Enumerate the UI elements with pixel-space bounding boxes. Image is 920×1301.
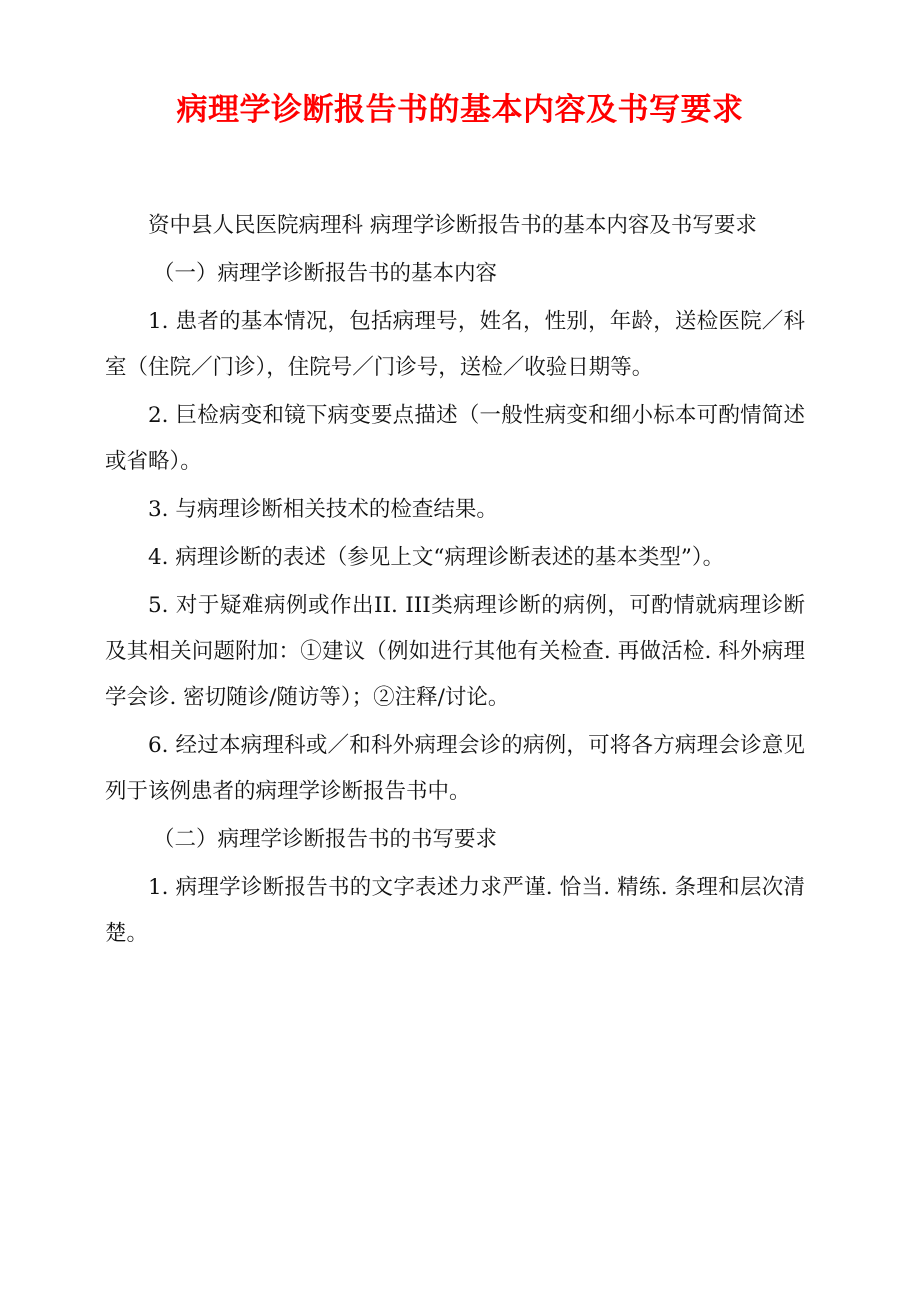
intro-paragraph: 资中县人民医院病理科 病理学诊断报告书的基本内容及书写要求 bbox=[148, 213, 757, 238]
list-item-7: 1. 病理学诊断报告书的文字表述力求严谨. 恰当. 精练. 条理和层次清楚。 bbox=[105, 875, 805, 946]
list-item-3: 3. 与病理诊断相关技术的检查结果。 bbox=[148, 497, 498, 522]
list-item-2: 2. 巨检病变和镜下病变要点描述（一般性病变和细小标本可酌情简述或省略）。 bbox=[105, 403, 805, 474]
list-item-4: 4. 病理诊断的表述（参见上文“病理诊断表述的基本类型”）。 bbox=[148, 545, 725, 570]
section-heading-2: （二）病理学诊断报告书的书写要求 bbox=[153, 827, 498, 852]
document-body bbox=[105, 203, 805, 959]
section-heading-1: （一）病理学诊断报告书的基本内容 bbox=[153, 261, 498, 286]
list-item-5: 5. 对于疑难病例或作出II. III类病理诊断的病例，可酌情就病理诊断及其相关问题附加：①建议（例如进行其他有关检查. 再做活检. 科外病理学会诊. 密切随诊/随访等）；②注释/讨论。 bbox=[105, 593, 805, 710]
document-title: 病理学诊断报告书的基本内容及书写要求 bbox=[176, 92, 744, 128]
list-item-6: 6. 经过本病理科或／和科外病理会诊的病例，可将各方病理会诊意见列于该例患者的病理学诊断报告书中。 bbox=[105, 733, 805, 804]
list-item-1: 1. 患者的基本情况，包括病理号，姓名，性别，年龄，送检医院／科室（住院／门诊），住院号／门诊号，送检／收验日期等。 bbox=[105, 309, 805, 380]
